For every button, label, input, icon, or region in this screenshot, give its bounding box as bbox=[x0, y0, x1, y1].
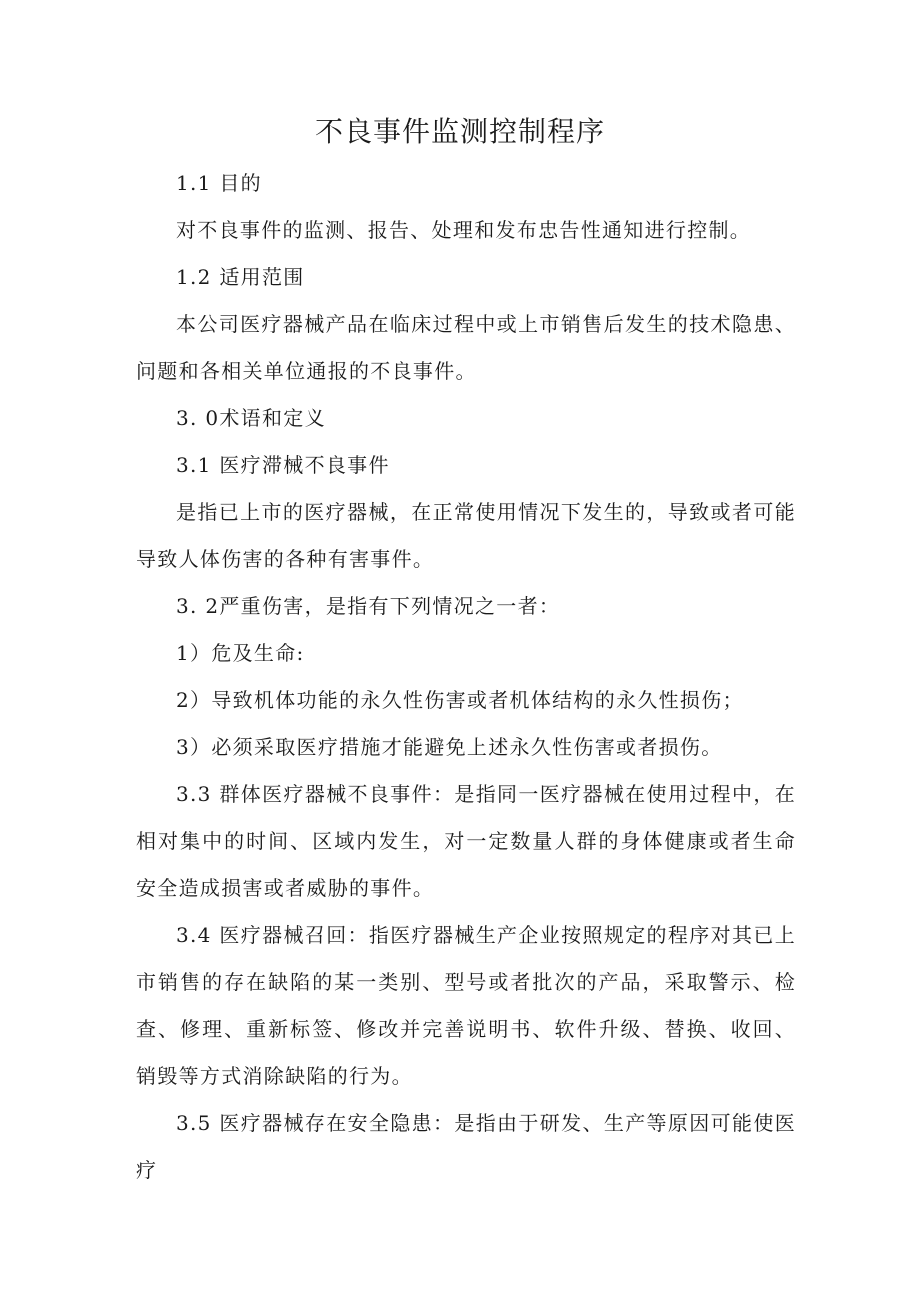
paragraph-purpose: 对不良事件的监测、报告、处理和发布忠告性通知进行控制。 bbox=[176, 218, 752, 242]
paragraph-group-events: 3.3 群体医疗器械不良事件：是指同一医疗器械在使用过程中，在相对集中的时间、区域内发生，对一定数量人群的身体健康或者生命安全造成损害或者威胁的事件。 bbox=[136, 782, 796, 900]
section-heading-terms: 3. 0术语和定义 bbox=[176, 406, 326, 430]
document-title: 不良事件监测控制程序 bbox=[314, 115, 605, 148]
list-item-1: 1）危及生命: bbox=[176, 641, 305, 665]
paragraph-safety-hazard: 3.5 医疗器械存在安全隐患：是指由于研发、生产等原因可能使医疗 bbox=[136, 1111, 796, 1182]
section-heading-serious-harm: 3. 2严重伤害，是指有下列情况之一者： bbox=[176, 594, 561, 618]
list-item-3: 3）必须采取医疗措施才能避免上述永久性伤害或者损伤。 bbox=[176, 735, 723, 759]
paragraph-recall: 3.4 医疗器械召回：指医疗器械生产企业按照规定的程序对其已上市销售的存在缺陷的某一类别、型号或者批次的产品，采取警示、检查、修理、重新标签、修改并完善说明书、软件升级、替换、收回、销毁等方式消除缺陷的行为。 bbox=[136, 923, 796, 1088]
paragraph-adverse-event-definition: 是指已上市的医疗器械，在正常使用情况下发生的，导致或者可能导致人体伤害的各种有害事件。 bbox=[136, 500, 796, 571]
list-item-2: 2）导致机体功能的永久性伤害或者机体结构的永久性损伤； bbox=[176, 688, 744, 712]
section-heading-adverse-event: 3.1 医疗滞械不良事件 bbox=[176, 453, 390, 477]
paragraph-scope: 本公司医疗器械产品在临床过程中或上市销售后发生的技术隐患、问题和各相关单位通报的不良事件。 bbox=[136, 312, 796, 383]
document-body bbox=[136, 160, 796, 1194]
section-heading-scope: 1.2 适用范围 bbox=[176, 265, 305, 289]
section-heading-purpose: 1.1 目的 bbox=[176, 171, 262, 195]
